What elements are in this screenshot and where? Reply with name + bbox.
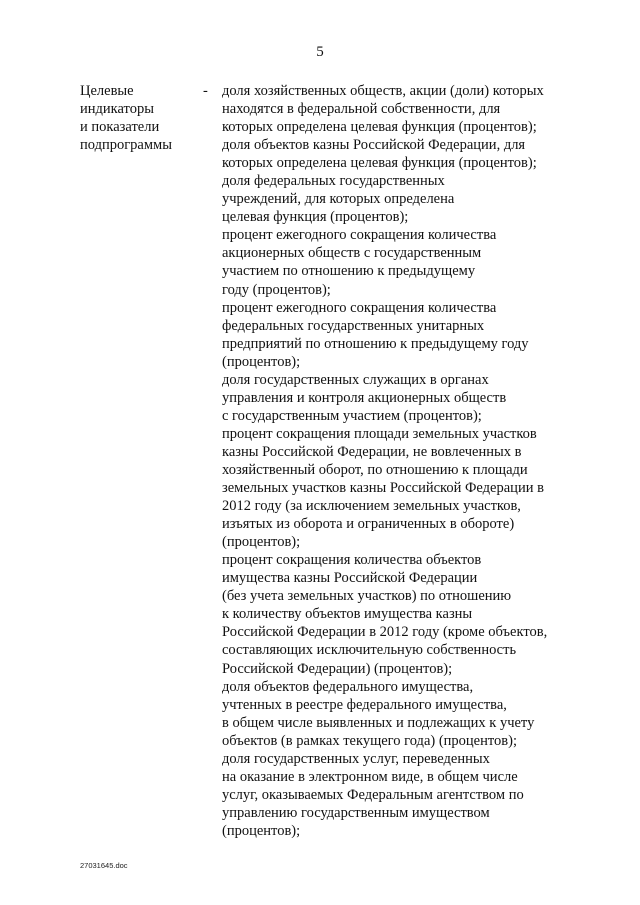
section-label-line: и показатели xyxy=(80,119,160,135)
text-line: хозяйственный оборот, по отношению к площади xyxy=(222,461,528,478)
text-line: управления и контроля акционерных обществ xyxy=(222,389,507,406)
text-line: акционерных обществ с государственным xyxy=(222,245,482,262)
text-line: услуг, оказываемых Федеральным агентством по xyxy=(222,786,524,803)
text-line: процент сокращения количества объектов xyxy=(222,552,482,569)
list-dash: - xyxy=(203,83,208,99)
text-line: (процентов); xyxy=(222,822,301,839)
text-line: процент ежегодного сокращения количества xyxy=(222,227,497,244)
section-label-line: подпрограммы xyxy=(80,137,172,153)
text-line: которых определена целевая функция (процентов); xyxy=(222,119,537,136)
text-line: на оказание в электронном виде, в общем числе xyxy=(222,768,518,785)
text-line: доля государственных услуг, переведенных xyxy=(222,750,490,767)
text-line: находятся в федеральной собственности, для xyxy=(222,101,501,118)
text-line: доля федеральных государственных xyxy=(222,173,445,190)
section-label xyxy=(80,82,200,154)
text-line: (процентов); xyxy=(222,353,301,370)
text-line: участием по отношению к предыдущему xyxy=(222,263,476,280)
section-label-line: Целевые xyxy=(80,83,134,99)
text-line: которых определена целевая функция (процентов); xyxy=(222,155,537,172)
text-line: (без учета земельных участков) по отношению xyxy=(222,588,512,605)
text-line: процент ежегодного сокращения количества xyxy=(222,299,497,316)
text-line: с государственным участием (процентов); xyxy=(222,407,482,424)
text-line: земельных участков казны Российской Федерации в xyxy=(222,480,544,497)
text-line: доля хозяйственных обществ, акции (доли) которых xyxy=(222,83,544,99)
text-line: имущества казны Российской Федерации xyxy=(222,570,478,587)
text-line: доля государственных служащих в органах xyxy=(222,371,489,388)
file-name-footer: 27031645.doc xyxy=(80,861,128,870)
text-line: к количеству объектов имущества казны xyxy=(222,606,473,623)
text-line: процент сокращения площади земельных участков xyxy=(222,425,537,442)
text-line: доля объектов казны Российской Федерации, для xyxy=(222,137,526,154)
text-line: учреждений, для которых определена xyxy=(222,191,455,208)
text-line: предприятий по отношению к предыдущему году xyxy=(222,335,529,352)
text-line: объектов (в рамках текущего года) (процентов); xyxy=(222,732,517,749)
text-line: Российской Федерации) (процентов); xyxy=(222,660,453,677)
section-label-line: индикаторы xyxy=(80,101,154,117)
text-line: Российской Федерации в 2012 году (кроме объектов, xyxy=(222,624,548,641)
text-line: в общем числе выявленных и подлежащих к учету xyxy=(222,714,535,731)
text-line: году (процентов); xyxy=(222,281,331,298)
text-line: составляющих исключительную собственность xyxy=(222,642,517,659)
text-line: изъятых из оборота и ограниченных в обороте) xyxy=(222,516,515,533)
page-number: 5 xyxy=(316,44,324,60)
text-line: 2012 году (за исключением земельных участков, xyxy=(222,498,521,515)
text-line: казны Российской Федерации, не вовлеченных в xyxy=(222,443,522,460)
text-line: учтенных в реестре федерального имущества, xyxy=(222,696,507,713)
text-line: федеральных государственных унитарных xyxy=(222,317,485,334)
indicators-text xyxy=(222,82,582,840)
text-line: целевая функция (процентов); xyxy=(222,209,409,226)
text-line: доля объектов федерального имущества, xyxy=(222,678,474,695)
text-line: управлению государственным имуществом xyxy=(222,804,490,821)
text-line: (процентов); xyxy=(222,534,301,551)
